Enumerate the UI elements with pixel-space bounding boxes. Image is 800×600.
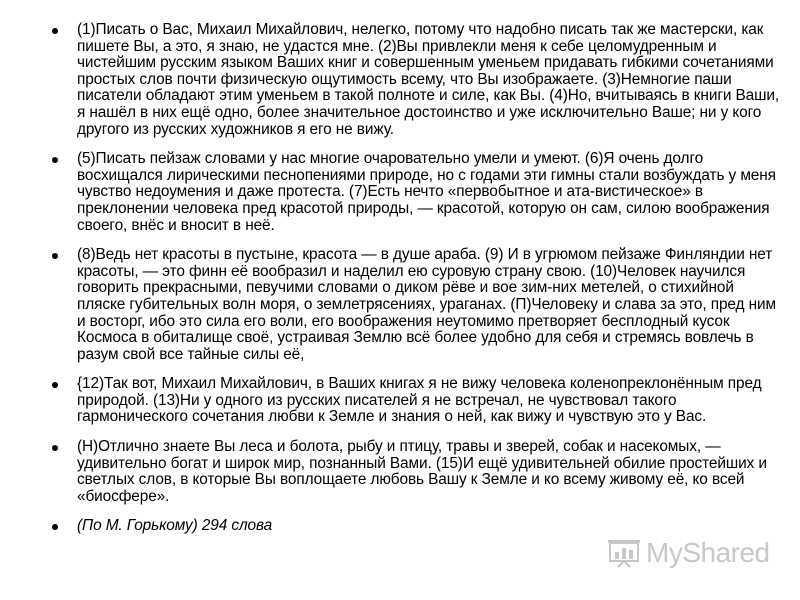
bullet-icon bbox=[52, 157, 58, 163]
source-citation bbox=[52, 518, 780, 535]
bullet-icon bbox=[52, 253, 58, 259]
paragraph-text: (1)Писать о Вас, Михаил Михайлович, нелегко, потому что надобно писать так же мастерски, как пишете Вы, а это, я знаю, не удастся мне. (2)Вы привлекли меня к себе целомудренным и чистейшим русским языком Ваших книг и совершенным уменьем придавать гибкими сочетаниями простых слов почти физическую ощутимость всему, что Вы изображаете. (3)Немногие паши писатели обладают этим уменьем в такой полноте и силе, как Вы. (4)Но, вчитываясь в книги Ваши, я нашёл в них ещё одно, более значительное достоинство и уже исключительно Ваше; ни у кого другого из русских художников я его не вижу. bbox=[77, 21, 780, 138]
paragraph-5 bbox=[52, 439, 780, 505]
paragraph-1 bbox=[52, 22, 780, 138]
presentation-logo-icon bbox=[606, 538, 642, 568]
bullet-icon bbox=[52, 445, 58, 451]
text-bullet-list bbox=[52, 22, 780, 548]
bullet-icon bbox=[52, 524, 58, 530]
bullet-icon bbox=[52, 28, 58, 34]
paragraph-3 bbox=[52, 247, 780, 363]
paragraph-text: (5)Писать пейзаж словами у нас многие очаровательно умели и умеют. (6)Я очень долго восхищался лирическими песнопениями природе, но с годами эти гимны стали возбуждать у меня чувство недоумения и даже протеста. (7)Есть нечто «первобытное и ата-вистическое» в преклонении человека пред красотой природы, — красотой, которую он сам, силою воображения своего, внёс и вносит в неё. bbox=[77, 150, 776, 234]
paragraph-text: {12)Так вот, Михаил Михайлович, в Ваших книгах я не вижу человека коленопреклонённым пред природой. (13)Ни у одного из русских писателей я не встречал, не чувствовал такого гармонического сочетания любви к Земле и знания о ней, как вижу и чувствую это у Вас. bbox=[77, 375, 762, 426]
paragraph-text: (Н)Отлично знаете Вы леса и болота, рыбу и птицу, травы и зверей, собак и насекомых, — удивительно богат и широк мир, познанный Вами. (15)И ещё удивительней обилие простейших и светлых слов, в которые Вы воплощаете любовь Вашу к Земле и ко всему живому её, ко всей «биосфере». bbox=[77, 438, 767, 505]
watermark-text: MyShared bbox=[646, 537, 770, 568]
paragraph-text: (8)Ведь нет красоты в пустыне, красота — в душе араба. (9) И в угрюмом пейзаже Финляндии нет красоты, — это финн её вообразил и наделил ею суровую страну свою. (10)Человек научился говорить прекрасными, певучими словами о диком рёве и вое зим-них метелей, о стихийной пляске губительных волн моря, о землетрясениях, ураганах. (П)Человеку и слава за это, пред ним и восторг, ибо это сила его воли, его воображения неутомимо претворяет бесплодный кусок Космоса в обиталище своё, устраивая Землю всё более удобно для себя и стремясь вовлечь в разум свой все тайные силы её, bbox=[77, 246, 776, 363]
myshared-watermark bbox=[606, 537, 770, 569]
paragraph-4 bbox=[52, 376, 780, 426]
bullet-icon bbox=[52, 382, 58, 388]
paragraph-2 bbox=[52, 151, 780, 234]
citation-text: (По М. Горькому) 294 слова bbox=[77, 517, 273, 535]
